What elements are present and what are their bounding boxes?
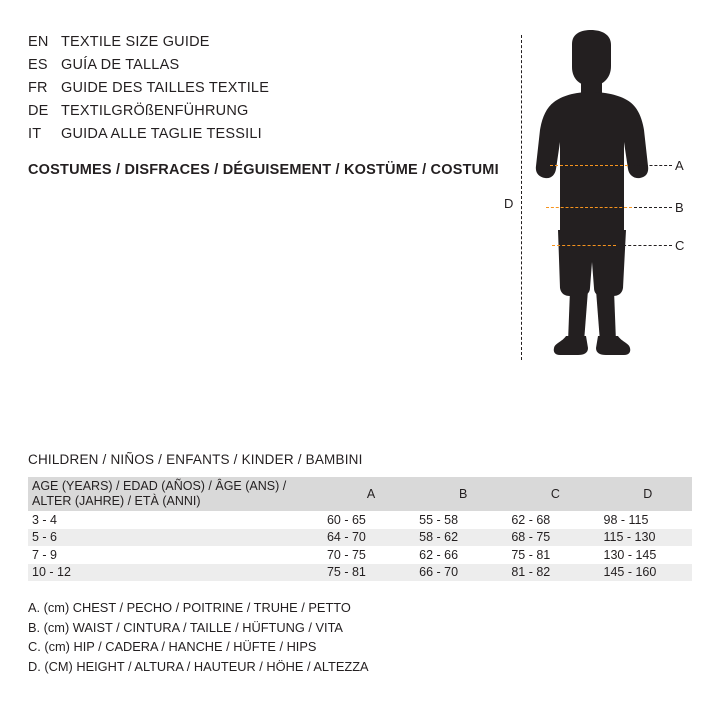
cell-hip: 81 - 82 [507,564,599,582]
cell-waist: 55 - 58 [419,512,459,527]
cell-hip: 75 - 81 [511,547,551,562]
column-header-age [28,477,323,511]
table-row [28,511,692,529]
legend-item-height: D. (CM) HEIGHT / ALTURA / HAUTEUR / HÖHE / ALTEZZA [28,658,369,674]
table-body [28,511,692,581]
cell-waist: 66 - 70 [415,564,507,582]
language-text-en: TEXTILE SIZE GUIDE [61,34,210,50]
language-row-it [28,126,498,149]
column-header-c: C [507,477,599,511]
language-row-en [28,34,498,57]
cell-height: 98 - 115 [603,512,649,527]
legend-item-chest: A. (cm) CHEST / PECHO / POITRINE / TRUHE / PETTO [28,600,351,615]
language-code-en: EN [28,34,49,50]
costumes-subtitle: COSTUMES / DISFRACES / DÉGUISEMENT / KOSTÜME / COSTUMI [28,162,499,178]
cell-waist: 62 - 66 [419,547,459,562]
figure-label-b: B [675,200,684,215]
cell-height: 130 - 145 [603,547,657,562]
cell-waist: 58 - 62 [415,529,507,547]
language-text-es: GUÍA DE TALLAS [61,57,180,73]
figure-label-a: A [675,158,684,173]
table-header [28,477,692,511]
chest-measure-line [630,165,672,166]
figure-label-c: C [675,238,685,253]
language-text-it: GUIDA ALLE TAGLIE TESSILI [61,126,262,142]
size-table [28,477,692,581]
legend-item-hip: C. (cm) HIP / CADERA / HANCHE / HÜFTE / HIPS [28,639,317,654]
cell-chest: 75 - 81 [323,564,415,582]
language-row-fr [28,80,498,103]
hip-measure-line-accent [552,245,616,246]
child-silhouette-icon [490,30,705,370]
language-text-de: TEXTILGRÖßENFÜHRUNG [61,103,249,119]
measurement-legend [28,598,369,676]
column-header-age-line1: AGE (YEARS) / EDAD (AÑOS) / ÂGE (ANS) / [32,479,287,493]
language-row-de [28,103,498,126]
table-title: CHILDREN / NIÑOS / ENFANTS / KINDER / BAMBINI [28,452,363,467]
hip-measure-line [618,245,672,246]
column-header-a: A [323,477,415,511]
language-list [28,34,498,149]
cell-height: 115 - 130 [600,529,693,547]
language-code-de: DE [28,103,49,119]
table-row [28,564,692,582]
measurement-figure [490,30,705,370]
language-row-es [28,57,498,80]
table-row [28,529,692,547]
cell-age: 3 - 4 [32,512,58,527]
column-header-age-line2: ALTER (JAHRE) / ETÀ (ANNI) [32,494,201,508]
waist-measure-line-accent [546,207,632,208]
cell-hip: 62 - 68 [511,512,551,527]
cell-height: 145 - 160 [600,564,693,582]
column-header-d: D [600,477,693,511]
language-text-fr: GUIDE DES TAILLES TEXTILE [61,80,270,96]
cell-age: 7 - 9 [32,547,58,562]
cell-age: 10 - 12 [28,564,323,582]
legend-item-waist: B. (cm) WAIST / CINTURA / TAILLE / HÜFTUNG / VITA [28,619,343,635]
cell-hip: 68 - 75 [507,529,599,547]
table-row [28,546,692,564]
language-code-fr: FR [28,80,48,96]
language-code-it: IT [28,126,42,142]
language-code-es: ES [28,57,48,73]
waist-measure-line [634,207,672,208]
cell-chest: 60 - 65 [326,512,366,527]
table-header-row [28,477,692,511]
cell-age: 5 - 6 [28,529,323,547]
figure-label-d: D [504,196,514,211]
column-header-b: B [415,477,507,511]
cell-chest: 64 - 70 [323,529,415,547]
chest-measure-line-accent [550,165,628,166]
cell-chest: 70 - 75 [326,547,366,562]
